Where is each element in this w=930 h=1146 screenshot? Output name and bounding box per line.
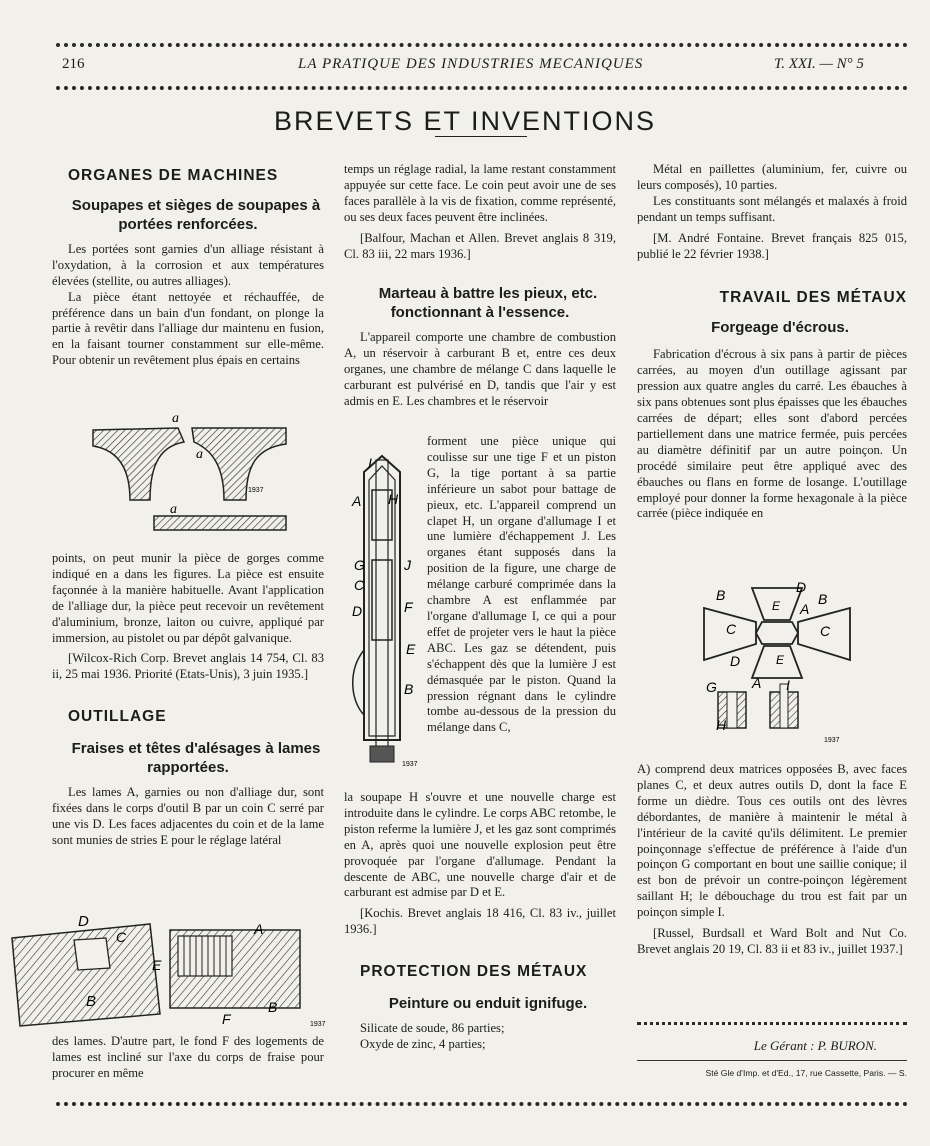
title-underline: [435, 136, 527, 137]
figure-label: E: [776, 653, 785, 667]
figure-label: a: [172, 411, 179, 426]
printer-rule: [637, 1060, 907, 1061]
figure-label: A: [752, 675, 762, 691]
figure-label: C: [116, 929, 127, 945]
figure-label: G: [706, 679, 717, 695]
bottom-dotted-rule: [56, 1102, 908, 1106]
paragraph: forment une pièce unique qui coulisse sur une tige F et un piston G, la tige portant à sa partie inférieure un sabot pour battage de pieux, etc. L'appareil comprend un clapet H, un organe d'allumage I et une lumière d'échappement J. Les organes étant supposés dans la position de la figure, une charge de mélange carburé comprimée dans la chambre A est enflammée par l'organe d'allumage I, ce qui a pour effet de projeter vers le haut la pièce ABC. Les gaz se détendent, puis s'échappent dès que la lumière J est démasquée par le piston. Quand la pression régnant dans le cylindre tombe au-dessous de la pression du mélange dans C,: [427, 434, 616, 735]
page-number: 216: [62, 56, 85, 72]
figure-label: A: [352, 493, 362, 509]
figure-mark: 1937: [824, 737, 840, 744]
patent-reference: [Wilcox-Rich Corp. Brevet anglais 14 754, Cl. 83 ii, 25 mai 1936. Priorité (Etats-Unis), 3 juin 1935.]: [52, 651, 324, 682]
article-title: Marteau à battre les pieux, etc. fonctionnant à l'essence.: [378, 285, 598, 322]
gerant-signature: Le Gérant : P. BURON.: [753, 1038, 877, 1053]
issue-number: T. XXI. — N° 5: [774, 56, 864, 72]
figure-label: C: [726, 621, 737, 637]
column-1: [52, 168, 324, 369]
hammer-figure: [342, 450, 426, 770]
column-3: [637, 162, 907, 522]
paragraph: Les lames A, garnies ou non d'alliage dur, sont fixées dans le corps d'outil B par un coin C serré par une vis D. Les faces adjacentes du coin et de la lame sont munies de stries E pour le réglage latéral: [52, 785, 324, 847]
column-3-continued: [637, 762, 907, 958]
section-heading: ORGANES DE MACHINES: [68, 167, 279, 184]
patent-reference: [Kochis. Brevet anglais 18 416, Cl. 83 iv., juillet 1936.]: [344, 906, 616, 937]
figure-label: D: [796, 579, 807, 595]
paragraph: Oxyde de zinc, 4 parties;: [360, 1036, 486, 1051]
patent-reference: [Russel, Burdsall et Ward Bolt and Nut Co. Brevet anglais 20 19, Cl. 83 ii et 83 iv., juillet 1937.]: [637, 926, 907, 956]
figure-label: D: [730, 653, 741, 669]
figure-label: E: [152, 957, 162, 973]
figure-label: I: [368, 455, 372, 471]
paragraph: A) comprend deux matrices opposées B, avec faces planes C, et deux autres outils D, dont la face E forme un dièdre. Tous ces outils ont des lèvres débordantes, de manière à maintenir le métal à l'intérieur de la cavité qu'ils délimitent. Le premier poinçonnage s'effectue de préférence à l'aide d'un poinçon G comportant en bout une saillie conique; il est bon de prévoir un contre-poinçon légèrement saillant H; le débouchage du trou est fait par un poinçon simple I.: [637, 762, 907, 920]
figure-label: B: [86, 993, 97, 1010]
column-2-wrap: [427, 434, 616, 736]
article-title: Peinture ou enduit ignifuge.: [388, 995, 588, 1013]
figure-label: D: [352, 603, 363, 619]
figure-label: B: [818, 591, 828, 607]
section-heading: OUTILLAGE: [68, 708, 167, 726]
section-heading: TRAVAIL DES MÉTAUX: [719, 289, 907, 307]
figure-label: A: [800, 601, 810, 617]
cutter-figure: [10, 908, 328, 1030]
figure-label: B: [268, 999, 278, 1015]
figure-label: J: [404, 557, 411, 573]
printer-imprint: Sté Gle d'Imp. et d'Ed., 17, rue Cassette, Paris. — S.: [705, 1068, 907, 1078]
journal-title: LA PRATIQUE DES INDUSTRIES MECANIQUES: [298, 56, 644, 72]
paragraph: Les portées sont garnies d'un alliage résistant à l'oxydation, à la corrosion et aux températures élevées (stellite, ou autres alliages).: [52, 241, 324, 288]
figure-label: F: [404, 599, 413, 615]
column-2: [344, 162, 616, 410]
figure-label: A: [254, 921, 264, 937]
figure-label: D: [78, 913, 89, 930]
paragraph: Silicate de soude, 86 parties;: [360, 1021, 505, 1036]
article-title: Soupapes et sièges de soupapes à portées renforcées.: [71, 196, 321, 233]
paragraph: L'appareil comporte une chambre de combustion A, un réservoir à carburant B et, entre ces deux organes, une chambre de mélange C dans laquelle le carburant est pulvérisé en D, tandis que l'air y est admis en E. Les chambres et le réservoir: [344, 330, 616, 409]
paragraph: Les constituants sont mélangés et malaxés à froid pendant un temps suffisant.: [637, 193, 907, 224]
figure-label: a: [196, 447, 203, 462]
paragraph: la soupape H s'ouvre et une nouvelle charge est introduite dans le cylindre. Le corps ABC retombe, le piston referme la lumière J, et les gaz sont comprimés en A, après quoi une nouvelle explosion peut être provoquée par l'organe d'allumage. Pendant la descente de ABC, une nouvelle charge d'air et de carburant est admise par D et E.: [344, 790, 616, 900]
nut-forging-figure: [700, 574, 860, 754]
figure-label: F: [222, 1011, 231, 1027]
column-1-end: [52, 1034, 324, 1082]
paragraph: La pièce étant nettoyée et réchauffée, de préférence dans un bain d'un fondant, on plonge la partie à revêtir dans l'alliage dur maintenu en fusion, en la faisant tourner constamment sur elle-même. Pour obtenir un revêtement plus épais en certains: [52, 289, 324, 368]
paragraph: Fabrication d'écrous à six pans à partir de pièces carrées, au moyen d'un outillage agissant par pression aux quatre angles du carré. Les ébauches à six pans obtenues sont plus épaisses que les ébauches carrées de départ; elles sont d'abord percées partiellement dans une matrice fermée, puis percées au diamètre définitif par un autre poinçon. Un procédé similaire peut être appliqué avec des ébauches ou flans en forme de losange. L'outillage employé pour donner la forme hexagonale à la pièce carrée (pièce indiquée en: [637, 347, 907, 521]
figure-label: H: [388, 491, 399, 507]
valve-figure: [88, 410, 328, 545]
figure-label: I: [786, 677, 790, 693]
figure-mark: 1937: [402, 761, 418, 768]
patent-reference: [M. André Fontaine. Brevet français 825 015, publié le 22 février 1938.]: [637, 230, 907, 261]
page-title: BREVETS ET INVENTIONS: [273, 106, 657, 136]
figure-label: E: [772, 599, 781, 613]
column-1-continued: [52, 551, 324, 849]
figure-label: B: [404, 681, 414, 697]
figure-label: B: [716, 587, 726, 603]
top-dotted-rule: [56, 43, 908, 47]
figure-label: a: [170, 502, 177, 517]
paragraph: points, on peut munir la pièce de gorges comme indiqué en a dans les figures. La pièce est ensuite façonnée à la manière habituelle. Avant l'application de l'alliage dur, la pièce peut recevoir un revêtement d'aluminium, bronze, laiton ou cuivre, appliqué par immersion, au pistolet ou par dépôt galvanique.: [52, 551, 324, 645]
paragraph: temps un réglage radial, la lame restant constamment appuyée sur cette face. Le coin peut avoir une de ses faces parallèle à la vis de fixation, comme représenté, ou ses deux faces peuvent être inclinées.: [344, 162, 616, 224]
figure-label: H: [716, 717, 727, 733]
header-dotted-rule: [56, 86, 908, 90]
figure-label: C: [354, 577, 365, 593]
column-2-continued: [344, 790, 616, 1053]
figure-label: G: [354, 557, 365, 573]
running-header: [62, 56, 902, 78]
article-title: Fraises et têtes d'alésages à lames rapportées.: [71, 740, 321, 777]
figure-mark: 1937: [248, 487, 264, 494]
section-heading: PROTECTION DES MÉTAUX: [360, 963, 588, 981]
article-title: Forgeage d'écrous.: [711, 319, 849, 337]
figure-label: E: [406, 641, 416, 657]
gerant-dotted-rule: [637, 1022, 907, 1025]
patent-reference: [Balfour, Machan et Allen. Brevet anglais 8 319, Cl. 83 iii, 22 mars 1936.]: [344, 230, 616, 261]
figure-mark: 1937: [310, 1021, 326, 1028]
paragraph: des lames. D'autre part, le fond F des logements de lames est incliné sur l'axe du corps de fraise pour procurer en même: [52, 1034, 324, 1080]
figure-label: C: [820, 623, 831, 639]
paragraph: Métal en paillettes (aluminium, fer, cuivre ou leurs composés), 10 parties.: [637, 162, 907, 192]
